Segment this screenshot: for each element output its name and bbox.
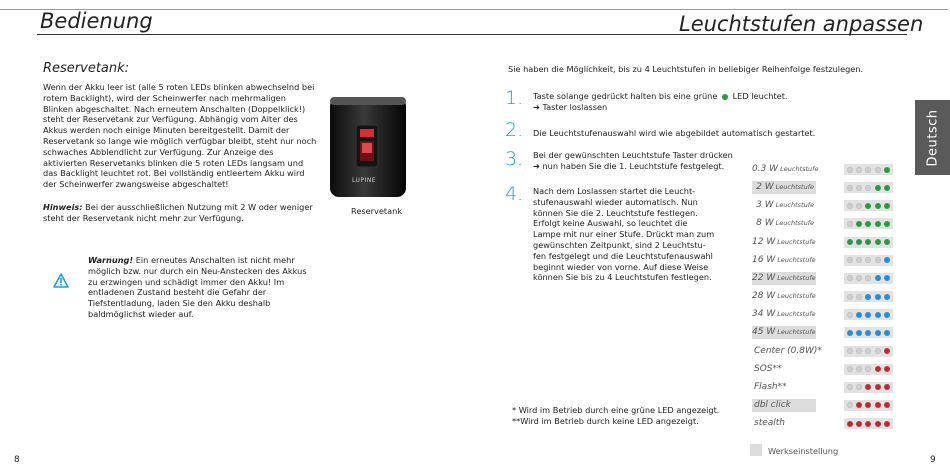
step-number-1: 1. [505, 87, 524, 109]
torch-logo: LUPINE [352, 177, 377, 184]
warning-triangle-icon [53, 273, 69, 292]
led-indicator-row [844, 218, 893, 229]
footnote-2: **Wird im Betrieb durch keine LED angezeigt. [512, 416, 699, 426]
led-dot-icon [884, 366, 890, 372]
intro-text: Sie haben die Möglichkeit, bis zu 4 Leuchtstufen in beliebiger Reihenfolge festzulegen. [508, 64, 864, 74]
led-dot-icon [856, 402, 862, 408]
level-label [752, 345, 822, 358]
factory-default-legend-label: Werkseinstellung [768, 446, 839, 456]
step-1-line1b: LED leuchtet. [730, 91, 788, 101]
led-dot-icon [875, 312, 881, 318]
step-4-line: beginnt wieder von vorne. Auf diese Weise [533, 261, 709, 272]
green-led-icon [722, 94, 728, 100]
level-label [752, 417, 816, 430]
led-dot-icon [856, 185, 862, 191]
led-dot-icon [865, 294, 871, 300]
led-dot-icon [875, 185, 881, 191]
led-dot-icon [847, 330, 853, 336]
page-number-left: 8 [14, 455, 20, 465]
led-dot-icon [865, 366, 871, 372]
step-1-line2: Taster loslassen [542, 101, 608, 112]
led-indicator-row [844, 418, 893, 429]
factory-default-legend-swatch [750, 444, 762, 456]
led-dot-icon [847, 239, 853, 245]
step-3-line1: Bei der gewünschten Leuchtstufe Taster drücken [533, 150, 733, 160]
level-unit: Leuchtstufe [775, 328, 816, 337]
led-dot-icon [847, 275, 853, 281]
language-tab [915, 100, 950, 175]
step-1-text [533, 91, 788, 113]
led-dot-icon [856, 421, 862, 427]
step-4-line: Lampe mit nur einer Stufe. Drückt man zum [533, 229, 715, 240]
led-dot-icon [865, 275, 871, 281]
led-dot-icon [856, 330, 862, 336]
led-dot-icon [847, 402, 853, 408]
led-dot-icon [856, 275, 862, 281]
led-dot-icon [847, 384, 853, 390]
led-dot-icon [847, 257, 853, 263]
level-label [752, 199, 816, 212]
level-unit: Leuchtstufe [773, 201, 814, 210]
level-label [752, 326, 816, 339]
led-dot-icon [847, 348, 853, 354]
step-4-line: Nach dem Loslassen startet die Leucht- [533, 186, 696, 196]
led-dot-icon [884, 294, 890, 300]
level-unit: Leuchtstufe [775, 255, 816, 264]
led-dot-icon [847, 312, 853, 318]
level-value: 12 W [752, 236, 776, 247]
warning-text [88, 255, 313, 320]
level-label [752, 381, 816, 394]
hint-label: Hinweis: [43, 202, 83, 212]
level-label [752, 254, 816, 267]
led-dot-icon [856, 221, 862, 227]
level-value: dbl click [754, 399, 791, 410]
led-dot-icon [856, 239, 862, 245]
level-unit: Leuchtstufe [778, 165, 819, 173]
led-dot-icon [865, 257, 871, 263]
led-dot-icon [884, 421, 890, 427]
led-indicator-row [844, 327, 893, 338]
led-indicator-row [844, 364, 893, 375]
level-value: 16 W [752, 254, 776, 265]
led-dot-icon [884, 384, 890, 390]
led-dot-icon [865, 221, 871, 227]
led-dot-icon [856, 366, 862, 372]
led-dot-icon [847, 421, 853, 427]
led-dot-icon [865, 167, 871, 173]
led-dot-icon [875, 167, 881, 173]
level-value: Center (0.8W)* [754, 345, 822, 356]
led-dot-icon [875, 421, 881, 427]
led-dot-icon [875, 239, 881, 245]
led-dot-icon [847, 294, 853, 300]
level-value: 2 W [756, 182, 774, 193]
led-dot-icon [884, 239, 890, 245]
level-value: 45 W [752, 327, 776, 338]
step-2-text: Die Leuchtstufenauswahl wird wie abgebildet automatisch gestartet. [533, 128, 816, 138]
level-label [752, 236, 816, 249]
led-indicator-row [844, 273, 893, 284]
led-dot-icon [884, 330, 890, 336]
reservetank-paragraph: Wenn der Akku leer ist (alle 5 roten LEDs blinken abwechselnd bei rotem Backlight), wird der Scheinwerfer nach mehrmaligen Blinken abgeschaltet. Nach erneutem Anschalten (Doppelklick!) steht der Reservetank zur Verfügung. Abhängig vom Alter des Akkus werden noch einige Minuten bereitgestellt. Damit der Reservetank so lange wie möglich verfügbar bleibt, steht nur noch schwaches Abblendlicht zur Verfügung. Zur Anzeige des aktivierten Reservetanks blinken die 5 roten LEDs langsam und das Backlight leuchtet rot. Bei vollständig entleertem Akku wird der Scheinwerfer zwangsweise abgeschaltet! [43, 82, 317, 190]
step-number-2: 2. [505, 119, 524, 141]
led-dot-icon [865, 348, 871, 354]
step-4-line: Erfolgt keine Auswahl, so leuchtet die [533, 218, 688, 229]
led-indicator-row [844, 382, 893, 393]
level-unit: Leuchtstufe [775, 310, 816, 319]
led-dot-icon [875, 348, 881, 354]
led-dot-icon [884, 221, 890, 227]
left-page-title: Bedienung [40, 9, 153, 33]
level-value: 0.3 W [752, 164, 779, 174]
level-label [752, 217, 816, 230]
step-3-text [533, 150, 733, 172]
led-dot-icon [865, 312, 871, 318]
led-dot-icon [875, 257, 881, 263]
led-dot-icon [875, 221, 881, 227]
step-4-line: fen festgelegt und die Leuchtstufenauswahl [533, 250, 713, 261]
led-indicator-row [844, 182, 893, 193]
step-number-3: 3. [505, 148, 524, 170]
step-4-text [533, 186, 733, 283]
page-number-right: 9 [930, 455, 936, 465]
level-value: 28 W [752, 291, 776, 302]
led-dot-icon [884, 402, 890, 408]
step-4-line: gewünschten Zeitpunkt, sind 2 Leuchtstu- [533, 239, 706, 250]
led-dot-icon [865, 384, 871, 390]
level-value: SOS** [754, 363, 782, 374]
step-number-4: 4. [505, 183, 524, 205]
led-dot-icon [856, 384, 862, 390]
led-dot-icon [884, 348, 890, 354]
level-unit: Leuchtstufe [773, 183, 814, 192]
led-dot-icon [856, 203, 862, 209]
led-dot-icon [865, 185, 871, 191]
led-dot-icon [875, 275, 881, 281]
image-caption: Reservetank [351, 206, 403, 216]
led-indicator-row [844, 237, 893, 248]
led-dot-icon [884, 312, 890, 318]
level-unit: Leuchtstufe [773, 219, 814, 228]
step-1-line1: Taste solange gedrückt halten bis eine grüne [533, 91, 718, 101]
led-dot-icon [856, 294, 862, 300]
led-dot-icon [884, 275, 890, 281]
hint-body: Bei der ausschließlichen Nutzung mit 2 W oder weniger steht der Reservetank nicht mehr zur Verfügung. [43, 202, 313, 223]
led-dot-icon [875, 203, 881, 209]
step-3-line2: nun haben Sie die 1. Leuchtstufe festgelegt. [542, 160, 725, 171]
led-dot-icon [865, 402, 871, 408]
led-dot-icon [856, 348, 862, 354]
led-indicator-row [844, 255, 893, 266]
warning-label: Warnung! [88, 255, 134, 265]
led-dot-icon [847, 366, 853, 372]
level-label [752, 181, 816, 194]
arrow-icon: ➔ [533, 160, 540, 171]
led-dot-icon [875, 366, 881, 372]
led-dot-icon [884, 167, 890, 173]
level-label [752, 272, 816, 285]
led-dot-icon [884, 257, 890, 263]
led-dot-icon [856, 257, 862, 263]
level-value: stealth [754, 418, 786, 429]
language-tab-label: Deutsch [925, 108, 940, 167]
level-label [752, 399, 816, 412]
level-unit: Leuchtstufe [775, 273, 816, 282]
step-4-line: können Sie die 2. Leuchtstufe festlegen. [533, 207, 698, 218]
level-value: 22 W [752, 272, 776, 283]
led-indicator-row [844, 291, 893, 302]
led-dot-icon [884, 185, 890, 191]
led-indicator-row [844, 164, 893, 175]
led-indicator-row [844, 400, 893, 411]
arrow-icon: ➔ [533, 101, 540, 112]
led-dot-icon [856, 167, 862, 173]
footnote-1: * Wird im Betrieb durch eine grüne LED angezeigt. [512, 405, 720, 415]
step-4-line: können Sie bis zu 4 Leuchtstufen festlegen. [533, 272, 712, 283]
led-indicator-row [844, 200, 893, 211]
level-label [752, 308, 816, 321]
level-value: 8 W [756, 218, 774, 229]
led-dot-icon [865, 203, 871, 209]
led-dot-icon [847, 221, 853, 227]
level-label [752, 163, 819, 176]
led-dot-icon [875, 384, 881, 390]
led-indicator-row [844, 346, 893, 357]
led-dot-icon [875, 294, 881, 300]
level-value: 3 W [756, 200, 774, 211]
led-dot-icon [856, 312, 862, 318]
led-dot-icon [884, 203, 890, 209]
led-dot-icon [875, 330, 881, 336]
led-dot-icon [875, 402, 881, 408]
led-dot-icon [865, 421, 871, 427]
step-4-line: stufenauswahl wieder automatisch. Nun [533, 196, 698, 207]
level-label [752, 290, 816, 303]
led-dot-icon [847, 167, 853, 173]
led-dot-icon [865, 330, 871, 336]
hint-text [43, 202, 318, 224]
led-dot-icon [847, 185, 853, 191]
led-dot-icon [847, 203, 853, 209]
torch-image [322, 97, 412, 197]
level-value: 34 W [752, 309, 776, 320]
level-label [752, 363, 816, 376]
right-page-title: Leuchtstufen anpassen [679, 12, 924, 36]
level-unit: Leuchtstufe [775, 292, 816, 301]
level-value: Flash** [754, 381, 787, 392]
level-unit: Leuchtstufe [775, 237, 816, 246]
warning-body: Ein erneutes Anschalten ist nicht mehr möglich bzw. nur durch ein Neu-Anstecken des Akkus zu erzwingen und schädigt immer den Akku! Im entladenen Zustand besteht die Gefahr der Tiefstentladung, laden Sie den Akku deshalb baldmöglichst wieder auf. [88, 255, 307, 319]
led-dot-icon [865, 239, 871, 245]
reservetank-heading: Reservetank: [43, 61, 130, 76]
led-indicator-row [844, 309, 893, 320]
